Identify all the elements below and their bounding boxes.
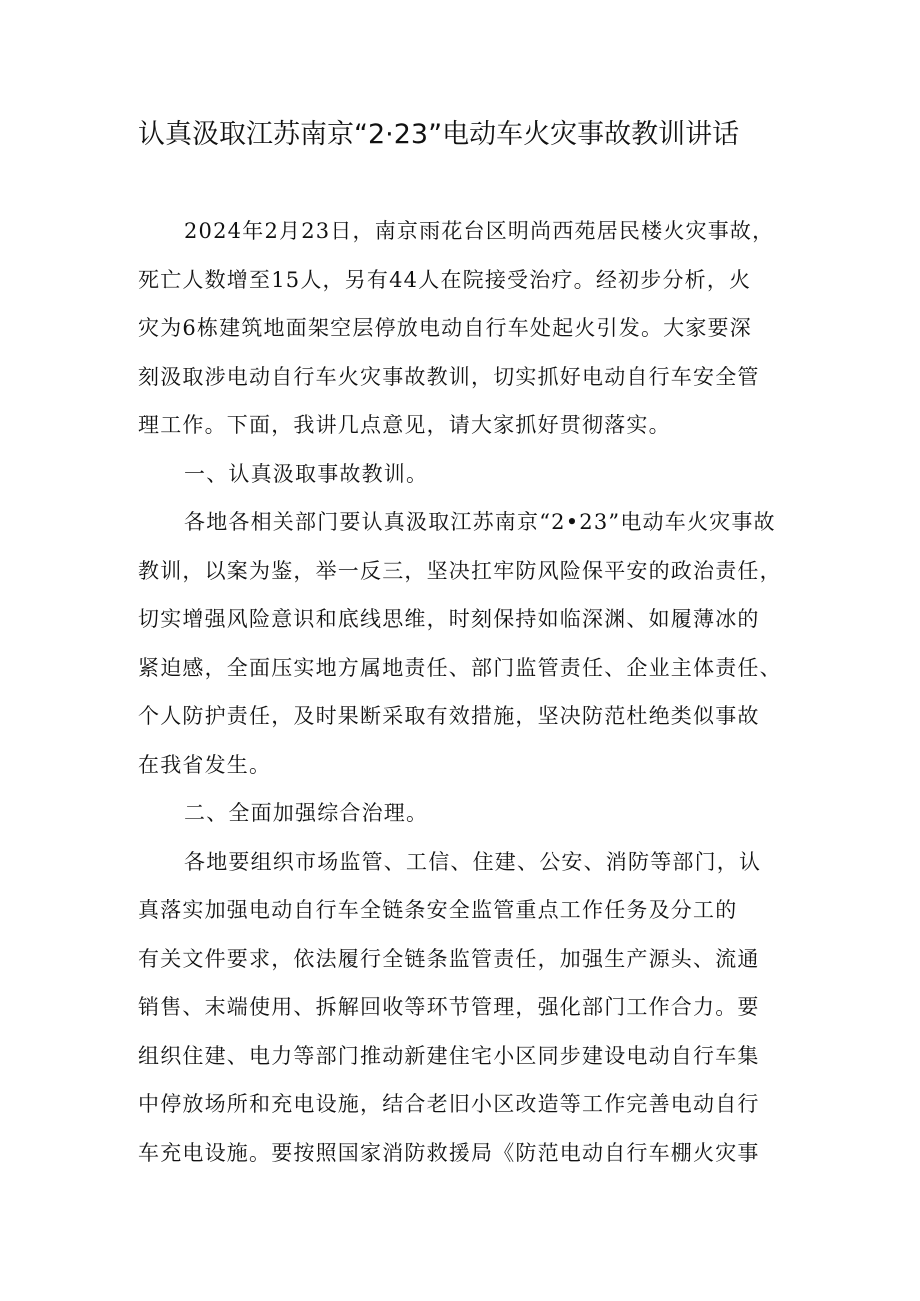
paragraph-line: 有关文件要求，依法履行全链条监管责任，加强生产源头、流通 (138, 946, 760, 971)
paragraph-line: 中停放场所和充电设施，结合老旧小区改造等工作完善电动自行 (138, 1092, 760, 1116)
paragraph-line: 各地各相关部门要认真汲取江苏南京“2•23”电动车火灾事故 (184, 510, 776, 534)
paragraph-line: 在我省发生。 (138, 752, 272, 777)
paragraph-line: 组织住建、电力等部门推动新建住宅小区同步建设电动自行车集 (138, 1043, 760, 1068)
document-body (138, 207, 784, 1177)
document-title: 认真汲取江苏南京“2·23”电动车火灾事故教训讲话 (138, 119, 740, 150)
paragraph-line: 车充电设施。要按照国家消防救援局《防范电动自行车棚火灾事 (138, 1140, 760, 1165)
paragraph-line: 各地要组织市场监管、工信、住建、公安、消防等部门，认 (184, 849, 762, 874)
paragraph-line: 切实增强风险意识和底线思维，时刻保持如临深渊、如履薄冰的 (138, 607, 760, 631)
paragraph-line: 死亡人数增至15人，另有44人在院接受治疗。经初步分析，火 (138, 267, 752, 292)
paragraph-line: 个人防护责任，及时果断采取有效措施，坚决防范杜绝类似事故 (138, 704, 760, 728)
paragraph-line: 2024年2月23日，南京雨花台区明尚西苑居民楼火灾事故， (184, 219, 775, 243)
paragraph-line: 紧迫感，全面压实地方属地责任、部门监管责任、企业主体责任、 (138, 655, 782, 680)
paragraph-line: 真落实加强电动自行车全链条安全监管重点工作任务及分工的 (138, 898, 738, 922)
paragraph-line: 销售、末端使用、拆解回收等环节管理，强化部门工作合力。要 (138, 995, 760, 1019)
paragraph-line: 刻汲取涉电动自行车火灾事故教训，切实抓好电动自行车安全管 (138, 364, 760, 389)
paragraph-line: 教训，以案为鉴，举一反三，坚决扛牢防风险保平安的政治责任， (138, 558, 782, 583)
section-heading: 二、全面加强综合治理。 (184, 801, 429, 825)
paragraph-line: 理工作。下面，我讲几点意见，请大家抓好贯彻落实。 (138, 413, 671, 437)
section-heading: 一、认真汲取事故教训。 (184, 461, 429, 486)
paragraph-line: 灾为6栋建筑地面架空层停放电动自行车处起火引发。大家要深 (138, 316, 752, 340)
